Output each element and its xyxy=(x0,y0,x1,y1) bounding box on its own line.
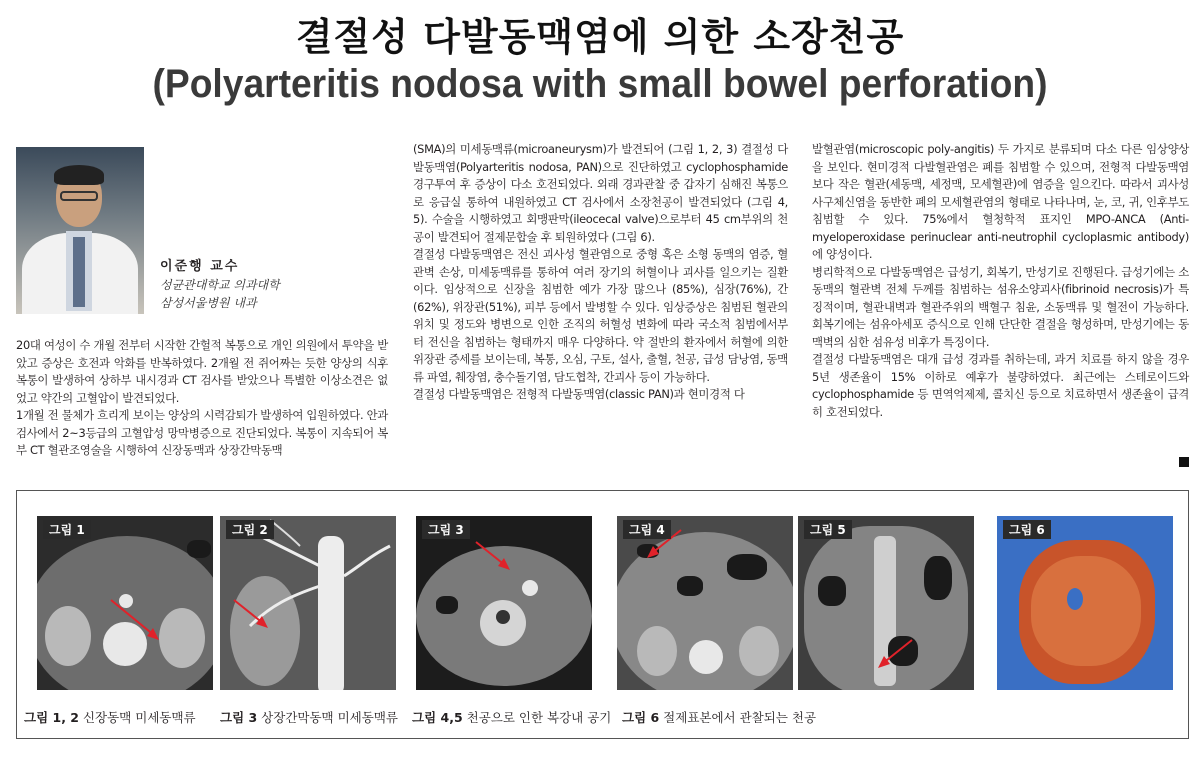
figure-2-angiography-image xyxy=(220,516,396,690)
end-mark xyxy=(1179,457,1189,467)
figure-6-specimen-image xyxy=(997,516,1173,690)
paragraph: 발혈관염(microscopic poly-angitis) 두 가지로 분류되며 다소 다른 임상양상을 보인다. 현미경적 다발혈관염은 폐를 침범할 수 있으며, 전형적 다발동맥염보다 작은 혈관(세동맥, 세정맥, 모세혈관)에 염증을 일으킨다. 따라서 괴사성 사구체신염을 동반한 폐의 모세혈관염의 형태로 나타나며, 눈, 코, 귀, 인후부도 침범할 수 있다. 75%에서 혈청학적 표지인 MPO-ANCA (Anti-myeloperoxidase perinuclear anti-neutrophil cycloplasmic antibody)에 양성이다. xyxy=(812,142,1189,261)
caption-4: 그림 6 절제표본에서 관찰되는 천공 xyxy=(622,710,817,725)
paragraph: 결절성 다발동맥염은 전형적 다발동맥염(classic PAN)과 현미경적 다 xyxy=(413,387,745,401)
article-title: 결절성 다발동맥염에 의한 소장천공 xyxy=(295,15,905,59)
figure-3-ct-image xyxy=(416,516,592,690)
arrow-icon xyxy=(868,636,918,676)
text-column-1 xyxy=(16,337,388,460)
caption-1: 그림 1, 2 신장동맥 미세동맥류 xyxy=(24,710,196,725)
paragraph: 결절성 다발동맥염은 대개 급성 경과를 취하는데, 과거 치료를 하지 않을 경우 5년 생존율이 15% 이하로 예후가 불량하였다. 최근에는 스테로이드와 cyclophosphamide 등 면역억제제, 콜치신 등으로 치료하면서 생존율이 급격히 호전되었다. xyxy=(812,352,1189,419)
paragraph: 병리학적으로 다발동맥염은 급성기, 회복기, 만성기로 진행된다. 급성기에는 소동맥의 혈관벽 전체 두께를 침범하는 섬유소양괴사(fibrinoid necrosis)가 특징적이며, 혈관내벽과 혈관주위의 백혈구 침윤, 소동맥류 및 혈전이 가능하다. 회복기에는 섬유아세포 증식으로 인해 단단한 결절을 형성하며, 만성기에는 동맥벽의 심한 섬유성 비후가 특징이다. xyxy=(812,264,1189,349)
paragraph: (SMA)의 미세동맥류(microaneurysm)가 발견되어 (그림 1, 2, 3) 결절성 다발동맥염(Polyarteritis nodosa, PAN)으로 진단하였고 cyclophosphamide 경구투여 후 증상이 다소 호전되었다. 외래 경과관찰 중 갑자기 심해진 복통으로 응급실 통하여 내원하였고 CT 검사에서 소장천공이 발견되었다 (그림 4, 5). 수술을 시행하였고 회맹판막(ileocecal valve)으로부터 45 cm부위의 천공이 발견되어 절제문합술 후 퇴원하였다 (그림 6). xyxy=(413,142,788,244)
paragraph: 1개월 전 물체가 흐리게 보이는 양상의 시력감퇴가 발생하여 입원하였다. 안과 검사에서 2~3등급의 고혈압성 망막병증으로 진단되었다. 복통이 지속되어 복부 CT 혈관조영술을 시행하여 신장동맥과 상장간막동맥 xyxy=(16,408,388,457)
figure-4-ct-image xyxy=(617,516,793,690)
figure-1-ct-image xyxy=(37,516,213,690)
figure-1-label: 그림 1 xyxy=(43,520,91,539)
caption-2: 그림 3 상장간막동맥 미세동맥류 xyxy=(220,710,398,725)
text-column-3 xyxy=(812,141,1189,421)
author-affiliation-hospital: 삼성서울병원 내과 xyxy=(160,296,257,310)
paragraph: 20대 여성이 수 개월 전부터 시작한 간헐적 복통으로 개인 의원에서 투약을 받았고 증상은 호전과 악화를 반복하였다. 2개월 전 쥐어짜는 듯한 양상의 식후 복통이 발생하여 상하부 내시경과 CT 검사를 받았으나 특별한 이상소견은 없었고 약간의 고혈압이 발견되었다. xyxy=(16,338,388,405)
figure-6-label: 그림 6 xyxy=(1003,520,1051,539)
figure-4-label: 그림 4 xyxy=(623,520,671,539)
figure-5-label: 그림 5 xyxy=(804,520,852,539)
arrow-icon xyxy=(472,538,522,578)
figure-2-label: 그림 2 xyxy=(226,520,274,539)
author-affiliation-university: 성균관대학교 의과대학 xyxy=(160,278,280,292)
figure-3-label: 그림 3 xyxy=(422,520,470,539)
caption-3: 그림 4,5 천공으로 인한 복강내 공기 xyxy=(412,710,612,725)
arrow-icon xyxy=(230,596,280,636)
author-photo xyxy=(16,147,144,314)
author-name: 이준행 교수 xyxy=(160,259,240,274)
text-column-2 xyxy=(413,141,788,404)
author-block xyxy=(160,258,280,312)
figure-5-ct-image xyxy=(798,516,974,690)
article-subtitle: (Polyarteritis nodosa with small bowel perforation) xyxy=(152,62,1048,106)
arrow-icon xyxy=(107,596,167,646)
paragraph: 결절성 다발동맥염은 전신 괴사성 혈관염으로 중형 혹은 소형 동맥의 염증, 혈관벽 손상, 미세동맥류를 통하여 여러 장기의 허혈이나 괴사를 일으키는 질환이다. 임상적으로 신장을 침범한 예가 가장 많으나 (85%), 심장(76%), 간(62%), 위장관(51%), 피부 등에서 발병할 수 있다. 임상증상은 침범된 혈관의 위치 및 정도와 병변으로 인한 조직의 허혈성 변화에 따라 국소적 침범에서부터 전신을 침범하는 형태까지 매우 다양하다. 약 절반의 환자에서 허혈에 의한 위장관 증세를 보이는데, 복통, 오심, 구토, 설사, 출혈, 천공, 급성 담낭염, 동맥류 파열, 췌장염, 충수돌기염, 담도협착, 간괴사 등이 가능하다. xyxy=(413,247,788,384)
